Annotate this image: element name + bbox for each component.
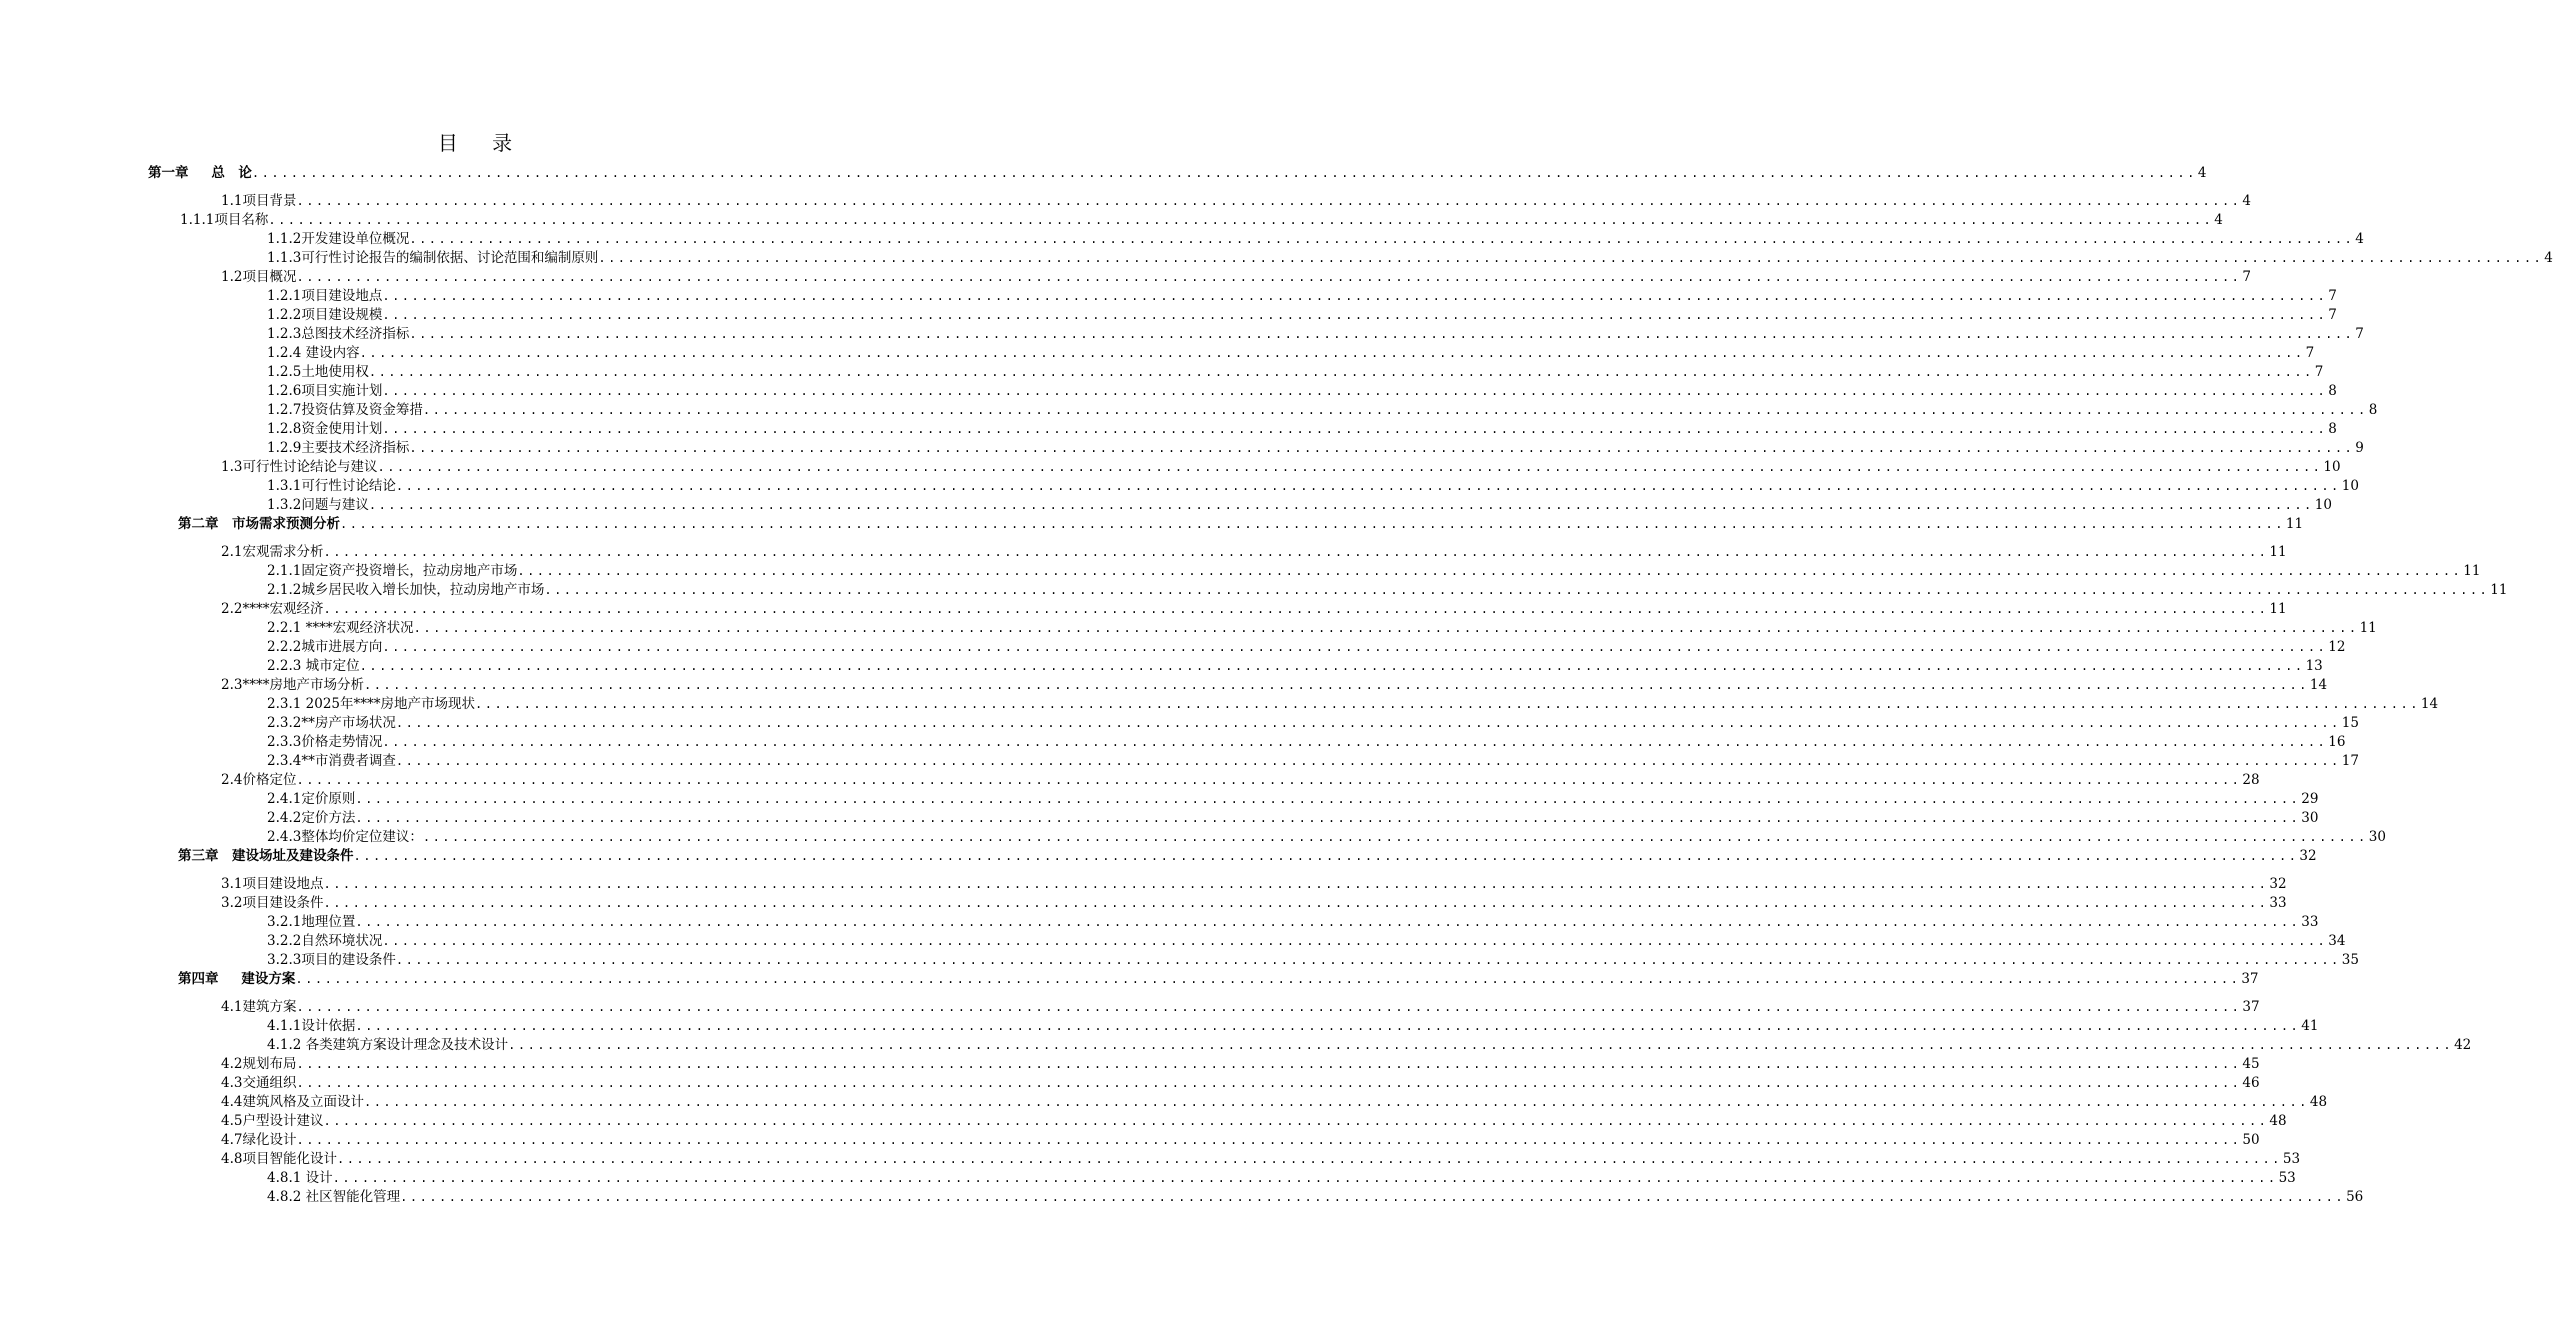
toc-entry-label: 第二章 市场需求预测分析 bbox=[178, 516, 340, 532]
toc-page-number: 46 bbox=[2242, 1075, 2260, 1091]
toc-chapter-entry[interactable] bbox=[178, 515, 2304, 534]
toc-entry-label: 第三章 建设场址及建设条件 bbox=[178, 848, 354, 864]
toc-entry[interactable] bbox=[267, 477, 2359, 496]
dot-leader: ........................................................................................................................................................................................................ bbox=[598, 251, 2544, 265]
toc-entry[interactable] bbox=[267, 230, 2364, 249]
toc-entry[interactable] bbox=[267, 752, 2359, 771]
toc-entry[interactable] bbox=[267, 1036, 2472, 1055]
dot-leader: ........................................................................................................................................................................................................ bbox=[368, 365, 2314, 379]
toc-page-number: 17 bbox=[2341, 753, 2359, 769]
toc-chapter-entry[interactable] bbox=[148, 164, 2207, 183]
toc-page-number: 41 bbox=[2301, 1018, 2319, 1034]
dot-leader: ........................................................................................................................................................................................................ bbox=[251, 166, 2197, 180]
dot-leader: ........................................................................................................................................................................................................ bbox=[268, 213, 2214, 227]
toc-entry-label: 4.5户型设计建议 bbox=[221, 1113, 324, 1129]
toc-entry-label: 1.2项目概况 bbox=[221, 269, 297, 285]
toc-page-number: 11 bbox=[2359, 620, 2377, 636]
dot-leader: ........................................................................................................................................................................................................ bbox=[382, 735, 2328, 749]
dot-leader: ........................................................................................................................................................................................................ bbox=[395, 754, 2341, 768]
dot-leader: ........................................................................................................................................................................................................ bbox=[332, 1171, 2278, 1185]
toc-page-number: 48 bbox=[2269, 1113, 2287, 1129]
toc-entry-label: 2.4.2定价方法 bbox=[267, 810, 356, 826]
dot-leader: ........................................................................................................................................................................................................ bbox=[508, 1038, 2454, 1052]
toc-entry-label: 第四章 建设方案 bbox=[178, 971, 296, 987]
toc-entry[interactable] bbox=[221, 1093, 2328, 1112]
toc-page-number: 35 bbox=[2341, 952, 2359, 968]
dot-leader: ........................................................................................................................................................................................................ bbox=[359, 659, 2305, 673]
dot-leader: ........................................................................................................................................................................................................ bbox=[382, 308, 2328, 322]
dot-leader: ........................................................................................................................................................................................................ bbox=[382, 422, 2328, 436]
toc-page-number: 8 bbox=[2328, 421, 2337, 437]
toc-entry-label: 2.3.1 2025年****房地产市场现状 bbox=[267, 696, 475, 712]
toc-entry[interactable] bbox=[267, 249, 2553, 268]
toc-entry[interactable] bbox=[267, 439, 2364, 458]
toc-entry-label: 2.2.3 城市定位 bbox=[267, 658, 360, 674]
toc-entry[interactable] bbox=[267, 562, 2481, 581]
toc-entry-label: 4.3交通组织 bbox=[221, 1075, 297, 1091]
toc-entry[interactable] bbox=[221, 192, 2251, 211]
toc-title: 目 录 bbox=[437, 131, 527, 155]
toc-entry-label: 4.1.1设计依据 bbox=[267, 1018, 356, 1034]
toc-entry[interactable] bbox=[267, 1169, 2296, 1188]
dot-leader: ........................................................................................................................................................................................................ bbox=[359, 346, 2305, 360]
toc-entry[interactable] bbox=[221, 875, 2287, 894]
toc-entry[interactable] bbox=[267, 401, 2378, 420]
toc-entry[interactable] bbox=[267, 287, 2337, 306]
toc-entry[interactable] bbox=[267, 913, 2319, 932]
toc-entry[interactable] bbox=[267, 733, 2346, 752]
toc-page-number: 4 bbox=[2355, 231, 2364, 247]
toc-entry[interactable] bbox=[267, 420, 2337, 439]
toc-entry-label: 4.1建筑方案 bbox=[221, 999, 297, 1015]
toc-page-number: 4 bbox=[2214, 212, 2223, 228]
toc-page-number: 11 bbox=[2463, 563, 2481, 579]
toc-page-number: 11 bbox=[2269, 544, 2287, 560]
toc-page-number: 14 bbox=[2309, 677, 2328, 693]
toc-entry[interactable] bbox=[221, 1112, 2287, 1131]
toc-entry[interactable] bbox=[221, 458, 2341, 477]
toc-entry[interactable] bbox=[267, 932, 2346, 951]
toc-entry-label: 4.1.2 各类建筑方案设计理念及技术设计 bbox=[267, 1037, 509, 1053]
toc-page-number: 16 bbox=[2328, 734, 2346, 750]
toc-page-number: 4 bbox=[2197, 165, 2207, 181]
toc-page-number: 30 bbox=[2368, 829, 2386, 845]
dot-leader: ........................................................................................................................................................................................................ bbox=[363, 1095, 2309, 1109]
toc-entry-label: 2.3.4**市消费者调查 bbox=[267, 753, 396, 769]
toc-page-number: 56 bbox=[2346, 1189, 2364, 1205]
dot-leader: ........................................................................................................................................................................................................ bbox=[382, 640, 2328, 654]
toc-page-number: 42 bbox=[2454, 1037, 2472, 1053]
toc-entry[interactable] bbox=[267, 790, 2319, 809]
toc-entry-label: 1.2.7投资估算及资金筹措 bbox=[267, 402, 423, 418]
toc-entry-label: 2.1.1固定资产投资增长，拉动房地产市场 bbox=[267, 563, 518, 579]
toc-entry-label: 3.2.2自然环境状况 bbox=[267, 933, 383, 949]
toc-page-number: 12 bbox=[2328, 639, 2346, 655]
toc-entry[interactable] bbox=[267, 496, 2332, 515]
toc-entry-label: 4.4建筑风格及立面设计 bbox=[221, 1094, 364, 1110]
toc-entry-label: 1.1项目背景 bbox=[221, 193, 297, 209]
dot-leader: ........................................................................................................................................................................................................ bbox=[355, 915, 2301, 929]
toc-entry-label: 2.3.2**房产市场状况 bbox=[267, 715, 396, 731]
toc-entry-label: 3.1项目建设地点 bbox=[221, 876, 324, 892]
dot-leader: ........................................................................................................................................................................................................ bbox=[475, 697, 2420, 711]
dot-leader: ........................................................................................................................................................................................................ bbox=[409, 441, 2355, 455]
toc-entry-label: 1.2.6项目实施计划 bbox=[267, 383, 383, 399]
toc-page-number: 7 bbox=[2355, 326, 2364, 342]
toc-entry-label: 1.2.8资金使用计划 bbox=[267, 421, 383, 437]
dot-leader: ........................................................................................................................................................................................................ bbox=[323, 602, 2269, 616]
toc-page-number: 33 bbox=[2269, 895, 2287, 911]
toc-page-number: 7 bbox=[2328, 288, 2337, 304]
dot-leader: ........................................................................................................................................................................................................ bbox=[377, 460, 2323, 474]
toc-entry-label: 2.4.3整体均价定位建议： bbox=[267, 829, 423, 845]
toc-entry[interactable] bbox=[267, 325, 2364, 344]
toc-entry[interactable] bbox=[221, 771, 2260, 790]
toc-entry-label: 1.2.4 建设内容 bbox=[267, 345, 360, 361]
toc-entry[interactable] bbox=[267, 1188, 2364, 1207]
dot-leader: ........................................................................................................................................................................................................ bbox=[409, 232, 2355, 246]
dot-leader: ........................................................................................................................................................................................................ bbox=[517, 564, 2463, 578]
toc-page-number: 11 bbox=[2285, 516, 2304, 532]
dot-leader: ........................................................................................................................................................................................................ bbox=[413, 621, 2359, 635]
toc-entry-label: 1.2.1项目建设地点 bbox=[267, 288, 383, 304]
dot-leader: ........................................................................................................................................................................................................ bbox=[355, 811, 2301, 825]
toc-page-number: 53 bbox=[2282, 1151, 2301, 1167]
dot-leader: ........................................................................................................................................................................................................ bbox=[355, 1019, 2301, 1033]
dot-leader: ........................................................................................................................................................................................................ bbox=[353, 849, 2299, 863]
toc-entry[interactable] bbox=[267, 828, 2386, 847]
dot-leader: ........................................................................................................................................................................................................ bbox=[544, 583, 2490, 597]
toc-page-number: 9 bbox=[2355, 440, 2364, 456]
toc-entry-label: 1.2.5土地使用权 bbox=[267, 364, 369, 380]
dot-leader: ........................................................................................................................................................................................................ bbox=[382, 289, 2328, 303]
toc-entry-label: 1.3.1可行性讨论结论 bbox=[267, 478, 396, 494]
toc-entry-label: 4.7绿化设计 bbox=[221, 1132, 297, 1148]
toc-page-number: 11 bbox=[2269, 601, 2287, 617]
dot-leader: ........................................................................................................................................................................................................ bbox=[363, 678, 2309, 692]
toc-entry[interactable] bbox=[221, 998, 2260, 1017]
dot-leader: ........................................................................................................................................................................................................ bbox=[323, 545, 2269, 559]
toc-page-number: 32 bbox=[2269, 876, 2287, 892]
toc-entry[interactable] bbox=[221, 1150, 2301, 1169]
toc-page-number: 4 bbox=[2242, 193, 2251, 209]
toc-entry-label: 2.1宏观需求分析 bbox=[221, 544, 324, 560]
dot-leader: ........................................................................................................................................................................................................ bbox=[422, 403, 2368, 417]
toc-entry-label: 4.8项目智能化设计 bbox=[221, 1151, 337, 1167]
toc-page-number: 50 bbox=[2242, 1132, 2260, 1148]
toc-entry-label: 3.2.3项目的建设条件 bbox=[267, 952, 396, 968]
toc-page-number: 37 bbox=[2242, 999, 2260, 1015]
dot-leader: ........................................................................................................................................................................................................ bbox=[400, 1190, 2346, 1204]
toc-page-number: 7 bbox=[2328, 307, 2337, 323]
toc-entry[interactable] bbox=[267, 306, 2337, 325]
toc-page-number: 37 bbox=[2241, 971, 2259, 987]
dot-leader: ........................................................................................................................................................................................................ bbox=[296, 1076, 2242, 1090]
toc-page-number: 11 bbox=[2490, 582, 2508, 598]
toc-page-number: 4 bbox=[2544, 250, 2553, 266]
toc-entry-label: 1.3.2问题与建议 bbox=[267, 497, 369, 513]
toc-page-number: 10 bbox=[2323, 459, 2341, 475]
toc-entry-label: 4.8.2 社区智能化管理 bbox=[267, 1189, 401, 1205]
toc-entry[interactable] bbox=[267, 1017, 2319, 1036]
toc-entry-label: 1.1.2开发建设单位概况 bbox=[267, 231, 410, 247]
toc-page-number: 28 bbox=[2242, 772, 2260, 788]
toc-page-number: 8 bbox=[2328, 383, 2337, 399]
dot-leader: ........................................................................................................................................................................................................ bbox=[409, 327, 2355, 341]
toc-page-number: 7 bbox=[2242, 269, 2251, 285]
toc-page-number: 13 bbox=[2305, 658, 2323, 674]
toc-page-number: 15 bbox=[2341, 715, 2359, 731]
toc-entry-label: 4.8.1 设计 bbox=[267, 1170, 333, 1186]
toc-entry-label: 2.1.2城乡居民收入增长加快，拉动房地产市场 bbox=[267, 582, 545, 598]
toc-page-number: 45 bbox=[2242, 1056, 2260, 1072]
dot-leader: ........................................................................................................................................................................................................ bbox=[395, 716, 2341, 730]
toc-entry-label: 3.2项目建设条件 bbox=[221, 895, 324, 911]
toc-page-number: 34 bbox=[2328, 933, 2346, 949]
dot-leader: ........................................................................................................................................................................................................ bbox=[296, 1057, 2242, 1071]
toc-entry[interactable] bbox=[221, 1131, 2260, 1150]
toc-page-number: 7 bbox=[2305, 345, 2315, 361]
toc-entry-label: 2.2****宏观经济 bbox=[221, 601, 324, 617]
toc-entry[interactable] bbox=[221, 600, 2287, 619]
toc-page-number: 8 bbox=[2368, 402, 2378, 418]
toc-entry-label: 1.1.3可行性讨论报告的编制依据、讨论范围和编制原则 bbox=[267, 250, 599, 266]
toc-page-number: 10 bbox=[2341, 478, 2359, 494]
dot-leader: ........................................................................................................................................................................................................ bbox=[395, 953, 2341, 967]
toc-entry-label: 1.2.2项目建设规模 bbox=[267, 307, 383, 323]
toc-entry-label: 2.3.3价格走势情况 bbox=[267, 734, 383, 750]
toc-entry-label: 1.1.1项目名称 bbox=[180, 212, 269, 228]
toc-entry[interactable] bbox=[221, 1074, 2260, 1093]
toc-entry[interactable] bbox=[267, 657, 2323, 676]
toc-entry[interactable] bbox=[221, 676, 2328, 695]
toc-entry[interactable] bbox=[221, 1055, 2260, 1074]
toc-page-number: 10 bbox=[2314, 497, 2332, 513]
dot-leader: ........................................................................................................................................................................................................ bbox=[355, 792, 2301, 806]
toc-page-number: 33 bbox=[2301, 914, 2319, 930]
toc-entry-label: 2.2.2城市进展方向 bbox=[267, 639, 383, 655]
toc-page-number: 29 bbox=[2301, 791, 2319, 807]
toc-entry-label: 第一章 总 论 bbox=[148, 165, 252, 181]
toc-chapter-entry[interactable] bbox=[178, 970, 2259, 989]
toc-page-number: 7 bbox=[2314, 364, 2324, 380]
dot-leader: ........................................................................................................................................................................................................ bbox=[340, 517, 2285, 531]
dot-leader: ........................................................................................................................................................................................................ bbox=[422, 830, 2368, 844]
toc-chapter-entry[interactable] bbox=[178, 847, 2317, 866]
toc-entry-label: 1.3可行性讨论结论与建议 bbox=[221, 459, 378, 475]
dot-leader: ........................................................................................................................................................................................................ bbox=[296, 194, 2242, 208]
dot-leader: ........................................................................................................................................................................................................ bbox=[295, 972, 2241, 986]
toc-entry[interactable] bbox=[267, 363, 2324, 382]
dot-leader: ........................................................................................................................................................................................................ bbox=[323, 1114, 2269, 1128]
toc-entry[interactable] bbox=[267, 695, 2439, 714]
toc-entry[interactable] bbox=[180, 211, 2223, 230]
dot-leader: ........................................................................................................................................................................................................ bbox=[382, 384, 2328, 398]
toc-entry[interactable] bbox=[221, 543, 2287, 562]
toc-page-number: 32 bbox=[2299, 848, 2317, 864]
toc-entry-label: 2.3****房地产市场分析 bbox=[221, 677, 364, 693]
toc-entry[interactable] bbox=[267, 344, 2315, 363]
toc-entry[interactable] bbox=[221, 894, 2287, 913]
toc-entry-label: 2.4.1定价原则 bbox=[267, 791, 356, 807]
toc-entry[interactable] bbox=[267, 638, 2346, 657]
toc-entry[interactable] bbox=[267, 951, 2359, 970]
toc-entry[interactable] bbox=[267, 382, 2337, 401]
toc-entry-label: 2.2.1 ****宏观经济状况 bbox=[267, 620, 414, 636]
dot-leader: ........................................................................................................................................................................................................ bbox=[336, 1152, 2282, 1166]
toc-entry[interactable] bbox=[267, 714, 2359, 733]
toc-entry-label: 2.4价格定位 bbox=[221, 772, 297, 788]
toc-page-number: 53 bbox=[2278, 1170, 2296, 1186]
dot-leader: ........................................................................................................................................................................................................ bbox=[296, 773, 2242, 787]
toc-entry[interactable] bbox=[267, 581, 2508, 600]
dot-leader: ........................................................................................................................................................................................................ bbox=[296, 1000, 2242, 1014]
toc-page-number: 30 bbox=[2301, 810, 2319, 826]
dot-leader: ........................................................................................................................................................................................................ bbox=[296, 1133, 2242, 1147]
toc-entry-label: 3.2.1地理位置 bbox=[267, 914, 356, 930]
toc-entry[interactable] bbox=[267, 809, 2319, 828]
dot-leader: ........................................................................................................................................................................................................ bbox=[296, 270, 2242, 284]
dot-leader: ........................................................................................................................................................................................................ bbox=[382, 934, 2328, 948]
toc-entry-label: 4.2规划布局 bbox=[221, 1056, 297, 1072]
toc-page-number: 14 bbox=[2420, 696, 2439, 712]
dot-leader: ........................................................................................................................................................................................................ bbox=[323, 896, 2269, 910]
toc-entry[interactable] bbox=[267, 619, 2377, 638]
dot-leader: ........................................................................................................................................................................................................ bbox=[395, 479, 2341, 493]
dot-leader: ........................................................................................................................................................................................................ bbox=[368, 498, 2314, 512]
toc-entry[interactable] bbox=[221, 268, 2251, 287]
toc-entry-label: 1.2.3总图技术经济指标 bbox=[267, 326, 410, 342]
toc-page-number: 48 bbox=[2309, 1094, 2328, 1110]
toc-entry-label: 1.2.9主要技术经济指标 bbox=[267, 440, 410, 456]
dot-leader: ........................................................................................................................................................................................................ bbox=[323, 877, 2269, 891]
